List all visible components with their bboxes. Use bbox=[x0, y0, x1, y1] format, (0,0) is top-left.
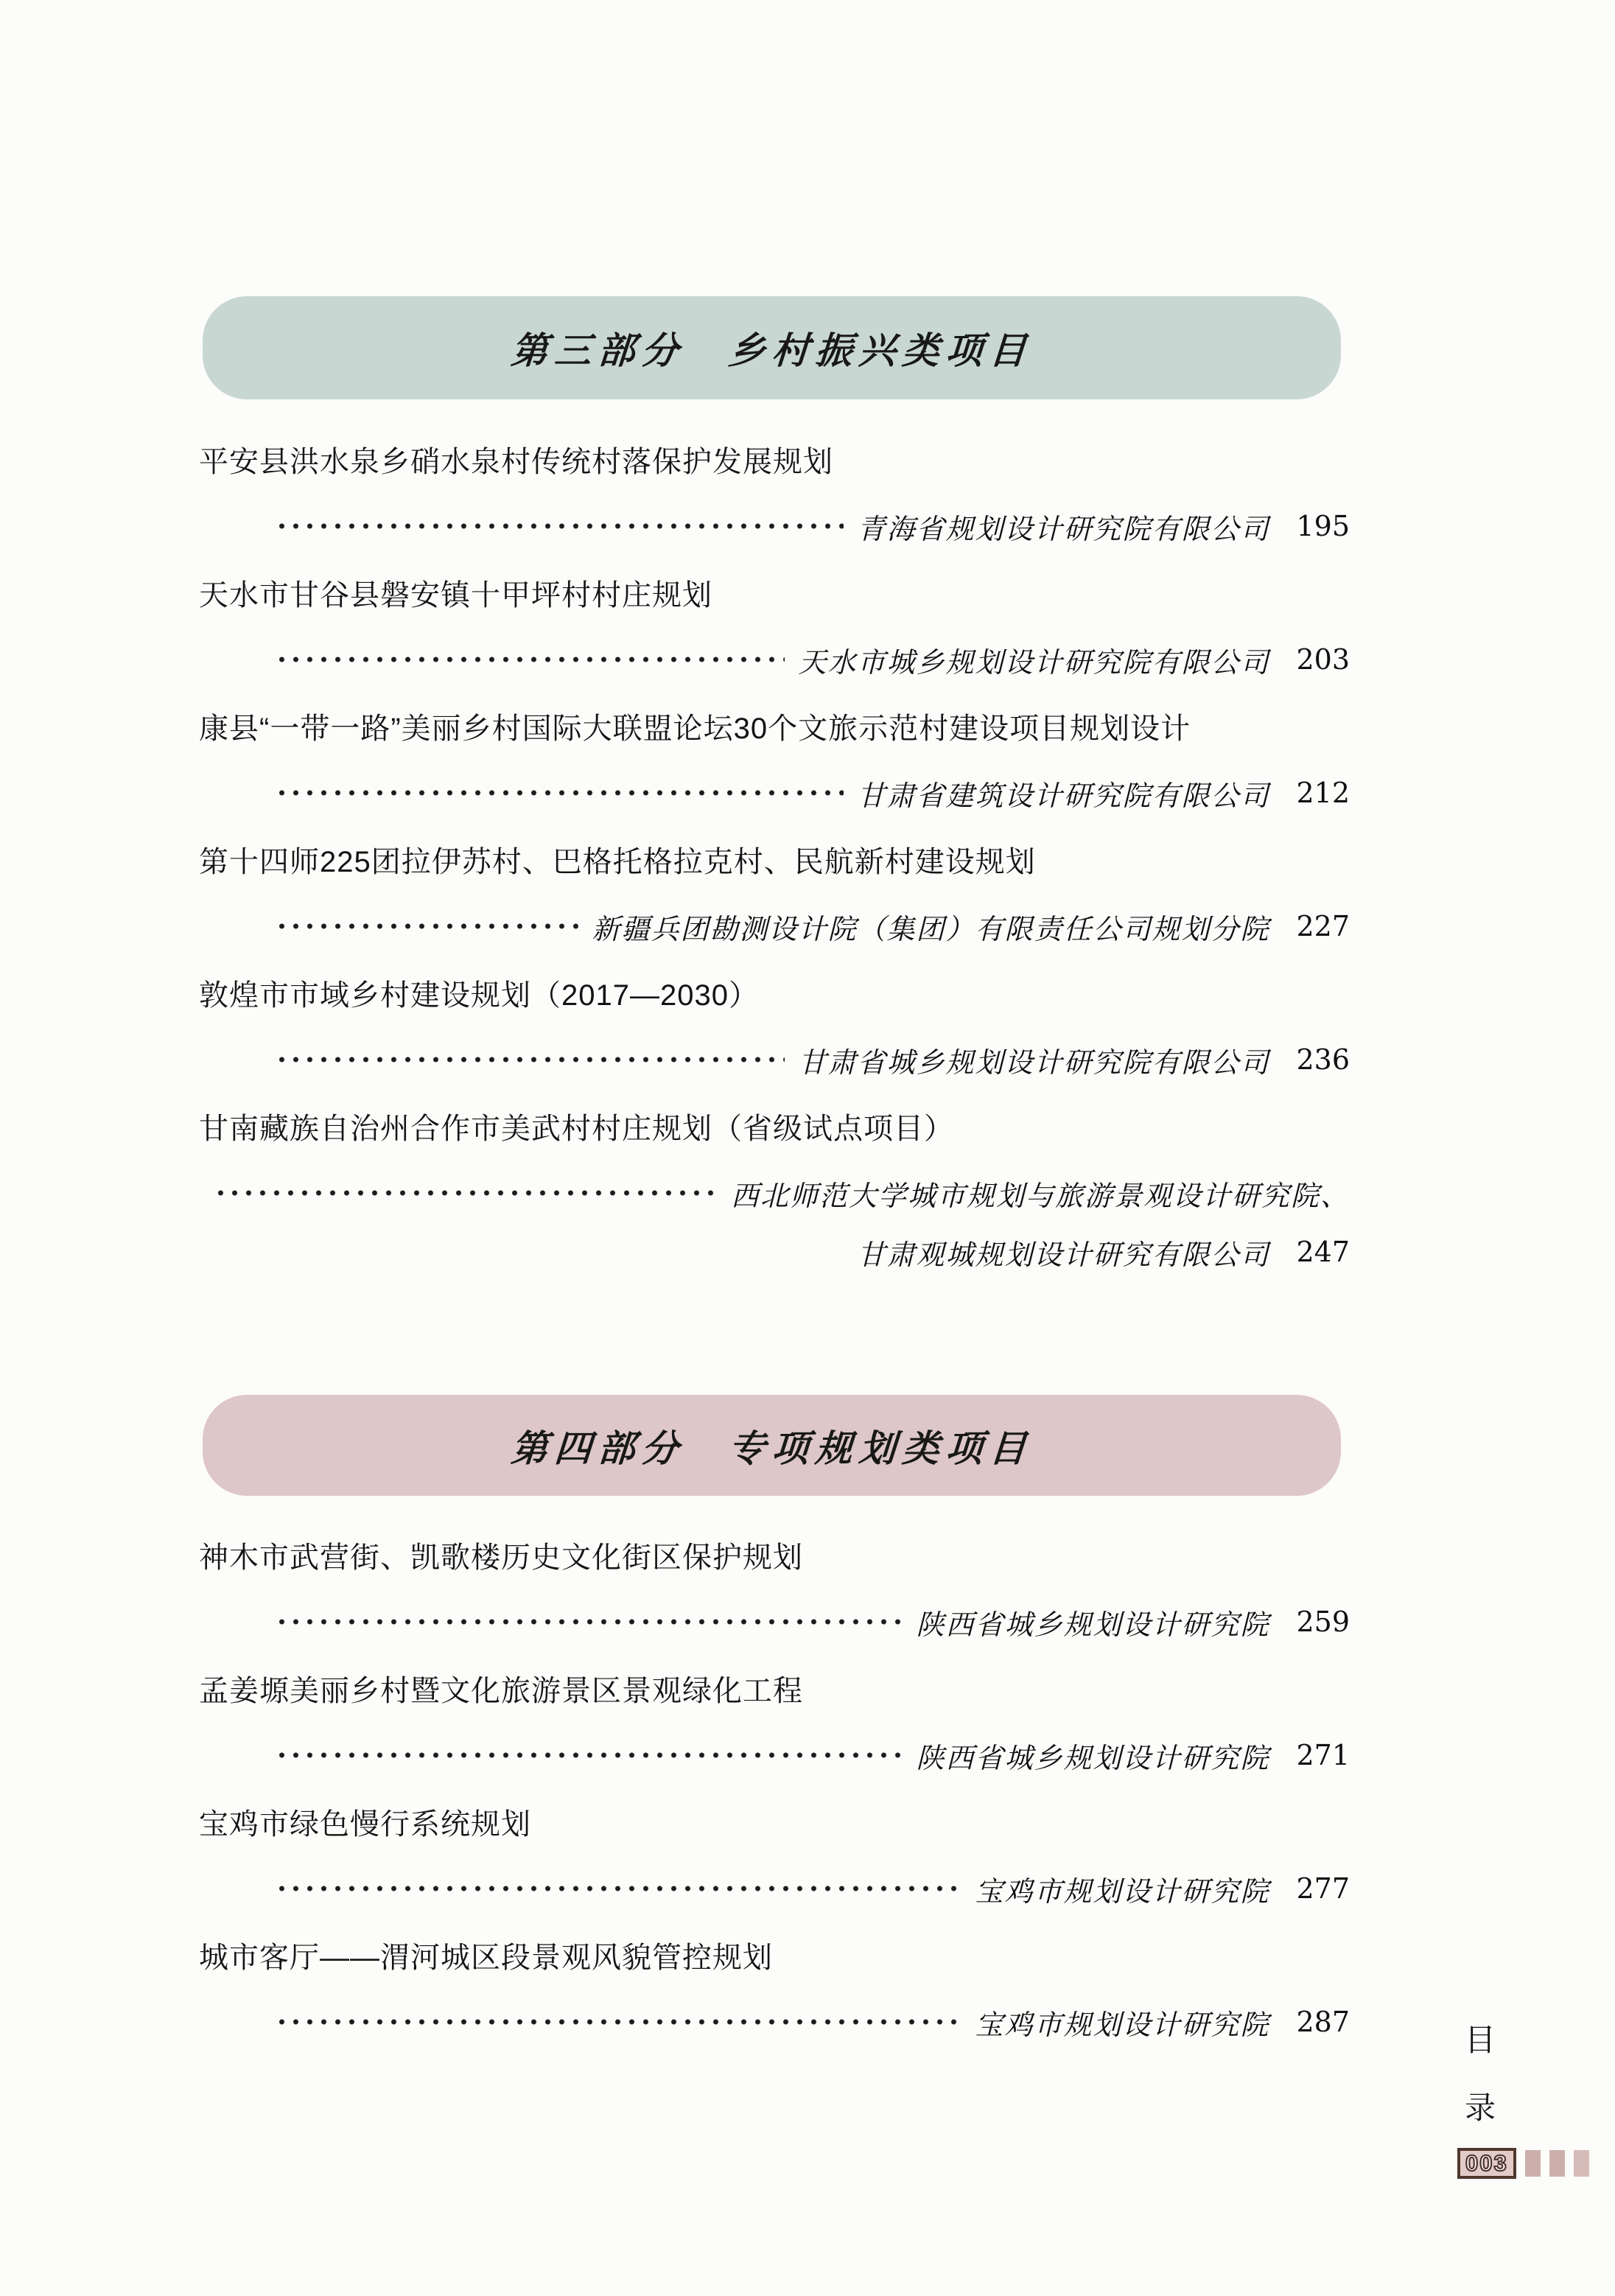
dot-leader bbox=[275, 1601, 903, 1642]
toc-entry bbox=[199, 1935, 1350, 2043]
toc-org: 天水市城乡规划设计研究院有限公司 bbox=[798, 645, 1270, 679]
toc-page-number: 259 bbox=[1296, 1606, 1350, 1638]
dot-leader bbox=[275, 505, 844, 547]
toc-entry-title: 城市客厅——渭河城区段景观风貌管控规划 bbox=[199, 1942, 773, 1974]
page-footer bbox=[1457, 2148, 1589, 2179]
toc-org: 西北师范大学城市规划与旅游景观设计研究院、 bbox=[730, 1179, 1350, 1212]
toc-org: 宝鸡市规划设计研究院 bbox=[975, 1875, 1270, 1908]
toc-leader-row bbox=[199, 906, 1350, 947]
toc-page-number: 271 bbox=[1296, 1739, 1350, 1771]
toc-entry-title: 神木市武营街、凯歌楼历史文化街区保护规划 bbox=[199, 1541, 803, 1574]
toc-page-number: 203 bbox=[1296, 643, 1350, 676]
toc-leader-row bbox=[199, 1172, 1350, 1214]
dot-leader bbox=[275, 2001, 961, 2043]
dot-leader bbox=[275, 906, 578, 947]
toc-entry-title: 甘南藏族自治州合作市美武村村庄规划（省级试点项目） bbox=[199, 1113, 954, 1145]
toc-entry-title: 敦煌市市域乡村建设规划（2017—2030） bbox=[199, 979, 759, 1012]
page-number-box: 003 bbox=[1457, 2148, 1516, 2179]
toc-page-number: 247 bbox=[1296, 1236, 1350, 1268]
toc-entry-title: 第十四师225团拉伊苏村、巴格托格拉克村、民航新村建设规划 bbox=[199, 846, 1036, 878]
toc-leader-row bbox=[199, 1735, 1350, 1776]
toc-page-number: 195 bbox=[1296, 510, 1350, 542]
toc-entry bbox=[199, 1535, 1350, 1642]
toc-org: 宝鸡市规划设计研究院 bbox=[975, 2008, 1270, 2041]
toc-leader-row bbox=[199, 505, 1350, 547]
toc-entry bbox=[199, 1802, 1350, 1909]
toc-leader-row bbox=[199, 1601, 1350, 1642]
toc-entry-title: 天水市甘谷县磐安镇十甲坪村村庄规划 bbox=[199, 579, 712, 612]
dot-leader bbox=[275, 1039, 785, 1080]
toc-entry bbox=[199, 573, 1350, 680]
toc-org: 陕西省城乡规划设计研究院 bbox=[916, 1608, 1270, 1641]
dot-leader bbox=[275, 639, 785, 680]
toc-entry-title: 孟姜塬美丽乡村暨文化旅游景区景观绿化工程 bbox=[199, 1675, 803, 1707]
footer-decoration-square bbox=[1549, 2150, 1565, 2177]
dot-leader bbox=[275, 772, 844, 813]
toc-page-number: 287 bbox=[1296, 2006, 1350, 2038]
dot-leader bbox=[275, 1868, 961, 1909]
toc-leader-row bbox=[199, 1039, 1350, 1080]
toc-entry-title: 平安县洪水泉乡硝水泉村传统村落保护发展规划 bbox=[199, 446, 833, 478]
toc-leader-row bbox=[199, 639, 1350, 680]
footer-decoration-square bbox=[1525, 2150, 1541, 2177]
toc-entry-title: 宝鸡市绿色慢行系统规划 bbox=[199, 1808, 531, 1841]
toc-entry bbox=[199, 973, 1350, 1080]
toc-entry-two-line bbox=[199, 1106, 1350, 1273]
toc-page-number: 236 bbox=[1296, 1043, 1350, 1076]
toc-leader-row bbox=[199, 772, 1350, 813]
toc-page-number: 212 bbox=[1296, 777, 1350, 809]
toc-leader-row-continued bbox=[199, 1231, 1350, 1273]
toc-leader-row bbox=[199, 2001, 1350, 2043]
dot-leader bbox=[214, 1172, 718, 1214]
section-header-part3 bbox=[203, 296, 1341, 399]
toc-entry bbox=[199, 439, 1350, 547]
margin-label-char: 目 bbox=[1465, 2022, 1496, 2058]
toc-entry bbox=[199, 839, 1350, 947]
toc-page-number: 227 bbox=[1296, 910, 1350, 942]
toc-org: 青海省规划设计研究院有限公司 bbox=[857, 512, 1270, 545]
toc-list-part3 bbox=[199, 439, 1350, 1298]
toc-org: 甘肃省城乡规划设计研究院有限公司 bbox=[798, 1046, 1270, 1079]
toc-org: 新疆兵团勘测设计院（集团）有限责任公司规划分院 bbox=[592, 912, 1270, 945]
margin-label-char: 录 bbox=[1465, 2090, 1496, 2126]
section-header-part3-label: 第三部分 乡村振兴类项目 bbox=[509, 329, 1034, 372]
toc-leader-row bbox=[199, 1868, 1350, 1909]
section-header-part4 bbox=[203, 1395, 1341, 1496]
toc-entry bbox=[199, 1668, 1350, 1776]
section-header-part4-label: 第四部分 专项规划类项目 bbox=[509, 1426, 1034, 1470]
toc-org: 陕西省城乡规划设计研究院 bbox=[916, 1741, 1270, 1774]
toc-entry-title: 康县“一带一路”美丽乡村国际大联盟论坛30个文旅示范村建设项目规划设计 bbox=[199, 713, 1191, 745]
footer-decoration-square bbox=[1574, 2150, 1589, 2177]
margin-label-toc bbox=[1465, 2016, 1496, 2128]
dot-leader bbox=[275, 1735, 903, 1776]
toc-org: 甘肃省建筑设计研究院有限公司 bbox=[857, 779, 1270, 812]
toc-org-second: 甘肃观城规划设计研究有限公司 bbox=[857, 1238, 1270, 1271]
toc-page-number: 277 bbox=[1296, 1872, 1350, 1905]
toc-list-part4 bbox=[199, 1535, 1350, 2068]
toc-entry bbox=[199, 706, 1350, 813]
